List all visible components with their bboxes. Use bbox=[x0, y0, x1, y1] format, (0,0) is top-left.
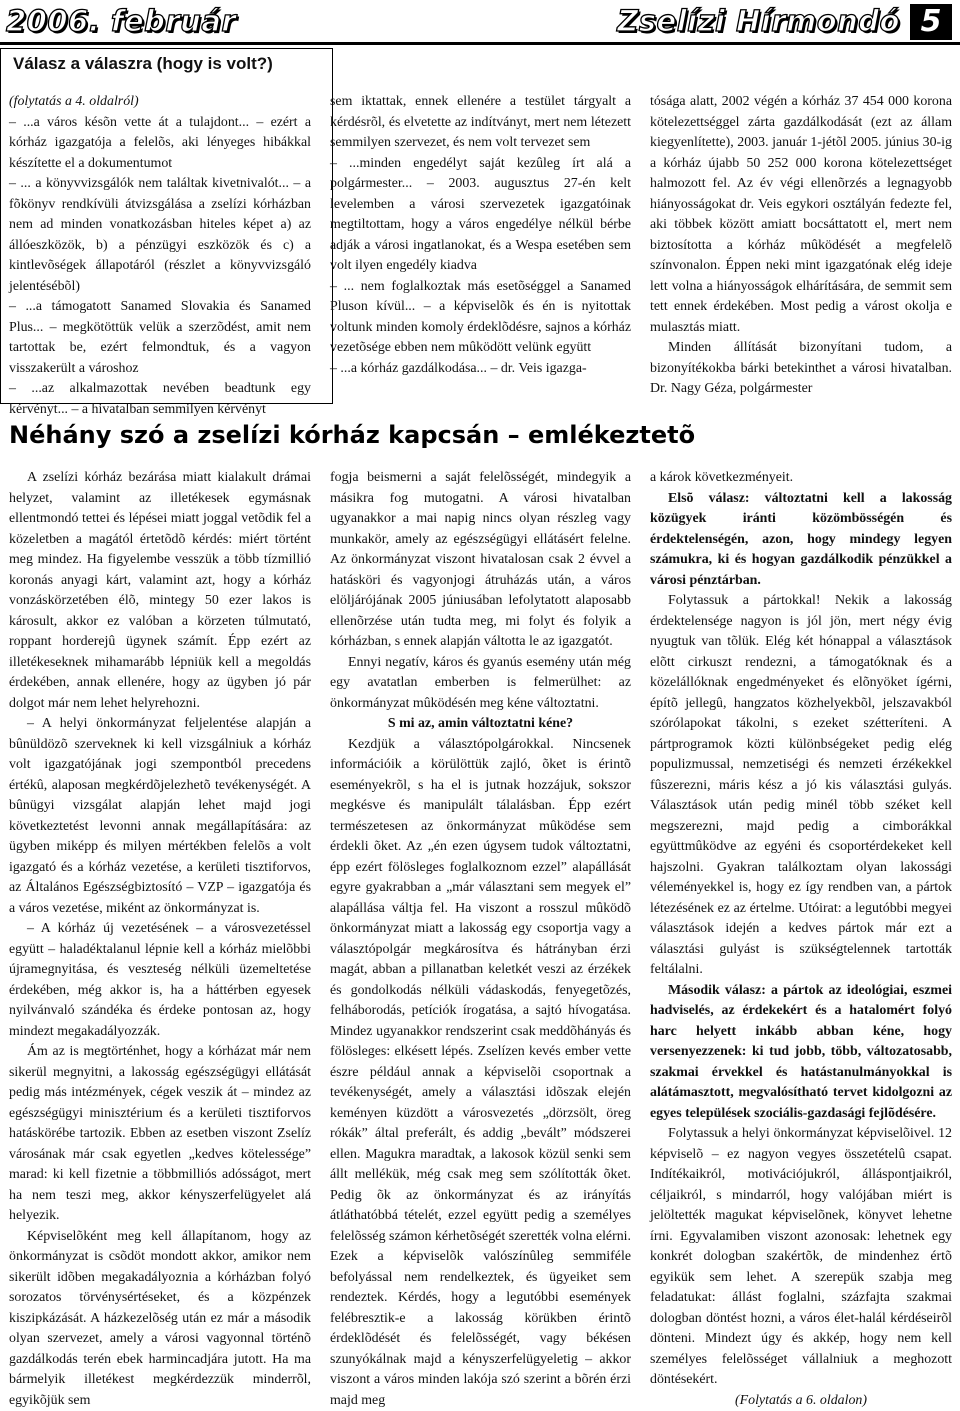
paragraph: – ... nem foglalkoztak más esetõséggel a Sanamed Pluson kívül... – a képviselõk és én is nyitottak voltunk minden komoly érdeklõdésre, sajnos a kórház vezetõsége ebben nem mûködött velünk együtt bbox=[330, 277, 631, 359]
header-rule bbox=[0, 42, 960, 45]
paragraph: – ... a könyvvizsgálók nem találtak kivetnivalót... – a fõkönyv rendkívüli átvizsgálása a zselízi kórházban nem ad minden vonatkozásban hiteles képet a) az állóeszközök, b) a pénzügyi eszközök és c) a kintlevõségek állapotáról (részlet a könyvvizsgáló jelentésébõl) bbox=[9, 174, 311, 297]
paragraph: Elsõ válasz: változtatni kell a lakosság közügyek iránti közömbösségén és érdektelenségén, azon, hogy mindegy legyen számukra, ki és hogyan gazdálkodik pénzükkel a városi pénztárban. bbox=[650, 489, 952, 592]
paragraph: a károk következményeit. bbox=[650, 468, 952, 489]
paragraph: – ...a támogatott Sanamed Slovakia és Sanamed Plus... – megkötöttük velük a szerzõdést, amit nem tartottak be, ezért felmondtuk, és a vagyon visszakerült a városhoz bbox=[9, 297, 311, 379]
paragraph: – ...minden engedélyt saját kezûleg írt alá a polgármester... – 2003. augusztus 27-én kelt levelemben a városi szervezetek igazgatóinak megtiltottam, hogy a város engedélye nélkül bérbe adják a városi ingatlanokat, és a Wespa esetében sem volt ilyen engedély kiadva bbox=[330, 154, 631, 277]
page-number: 5 bbox=[910, 4, 952, 40]
article1-column-2 bbox=[330, 92, 631, 379]
paragraph: Minden állítását bizonyítani tudom, a bizonyítékokba bárki betekinthet a városi hivatalban. Dr. Nagy Géza, polgármester bbox=[650, 338, 952, 400]
paragraph: (folytatás a 4. oldalról) bbox=[9, 92, 311, 113]
paragraph: Folytassuk a helyi önkormányzat képviselõivel. 12 képviselõ – ez nagyon vegyes összetételû csapat. Indítékaikról, motivációjukról, álláspontjaikról, céljaikról, s mindarról, hogy valójában miért is jelöltették magukat képviselõnek, könyvet lehetne írni. Egyvalamiben viszont azonosak: lehetnek egy konkrét dologban szakértõk, de mindenhez értõ egyikük sem lehet. A szerepük szabja meg feladatukat: állást foglalni, százfajta szakmai dologban döntést hozni, a város élet-halál kérdéseirõl dönteni. Mindezt úgy és akkép, hogy nem kell személyes felelõsséget vállalniuk a meghozott döntésekért. bbox=[650, 1124, 952, 1391]
paragraph: A zselízi kórház bezárása miatt kialakult drámai helyzet, valamint az illetékesek egymásnak ellentmondó tettei és lépései miatt joggal vetõdik fel a közeletben a magától értetõdõ kérdés: miért történt meg mindez. Ha figyelembe vesszük a több tízmillió koronás anyagi kárt, valamint azt, hogy a kórház vonzáskörzetében élõ, mintegy 50 ezer lakos is károsult, akkor ez valóban a körzeten túlmutató, roppant horderejû ügynek számít. Épp ezért az illetékeseknek mihamarább lépniük kell a megoldás érdekében, annak ellenére, hogy az ügyben jó pár dolgot már nem lehet helyrehozni. bbox=[9, 468, 311, 714]
article2-column-3 bbox=[650, 468, 952, 1411]
article1-title: Válasz a válaszra (hogy is volt?) bbox=[13, 54, 273, 74]
paragraph: Második válasz: a pártok az ideológiai, eszmei hadviselés, az érdekekért és a hatalomért folyó harc helyett inkább abban kéne, hogy versenyezzenek: ki tud jobb, több, változatosabb, szakmai érvekkel és hatástanulmányokkal is alátámasztott, megvalósítható tervet kidolgozni az egyes települések szociális-gazdasági fejlõdésére. bbox=[650, 981, 952, 1125]
paragraph: Folytassuk a pártokkal! Nekik a lakosság érdektelensége nagyon is jól jön, mert négy évig nyugtuk van tõlük. Elég két hónappal a választások elõtt cirkuszt rendezni, a támogatóknak és a közelállóknak engedményeket és elõnyöket ígérni, építõ jellegû, hangzatos közhelyekbõl, jelszavakból szórólapokat tákolni, s ezeket szétteríteni. A pártprogramok közti különbségeket pedig elég populizmussal, nemzetiségi és nemzeti érzékekkel fûszerezni, máris kész a jó kis választási gulyás. Választások után pedig minél több széket kell megszerezni, majd pedig a cimborákkal együttmûködve az egyéni és csoportérdekeket kell hajszolni. Gyakran találkoztam olyan lakossági véleményekkel is, hogy ez így rendben van, a pártok létezésének ez az értelme. Utóirat: a legutóbbi megyei választások idején a kedves pártok már ezt a választási gulyást is szükségtelennek tartották feltálalni. bbox=[650, 591, 952, 981]
paragraph: fogja beismerni a saját felelõsségét, mindegyik a másikra fog mutogatni. A városi hivatalban ugyanakkor a mai napig nincs olyan részleg vagy munkakör, amely az egészségügyi ellátásért felelne. Az önkormányzat viszont hivatalosan csak 2 évvel a hatásköri és vagyonjogi átruházás után, a város elöljárójának 2005 júniusában lefolytatott alaposabb ellenõrzése után tudta meg, mi folyt és folyik a kórházban, s ennek alapján váltotta le az igazgatót. bbox=[330, 468, 631, 653]
paragraph: – ...a kórház gazdálkodása... – dr. Veis igazga- bbox=[330, 359, 631, 380]
paragraph: Ennyi negatív, káros és gyanús esemény után még egy avatatlan emberben is felmerülhet: az önkormányzat mûködésén meg kéne változtatni. bbox=[330, 653, 631, 715]
newspaper-title: Zselízi Hírmondó bbox=[617, 4, 900, 38]
paragraph: – ...az alkalmazottak nevében beadtunk egy kérvényt... – a hivatalban semmilyen kérvényt bbox=[9, 379, 311, 420]
article1-column-1 bbox=[9, 92, 311, 420]
paragraph: tósága alatt, 2002 végén a kórház 37 454 000 korona kötelezettséggel zárta gazdálkodását (ezt az állam kiegyenlítette), 2003. január 1-jétõl 2005. június 30-ig a kórház újabb 50 252 000 korona kötelezettséget halmozott fel. Az év végi ellenõrzés a legnagyobb hiányosságokat dr. Veis egykori osztályán fedezte fel, aki többek között amiatt bocsáttatott el, mert nem biztosította a kórház mûködését a megfelelõ színvonalon. Éppen neki mint igazgatónak elég ideje lett volna a hiányosságok elhárítására, de semmit sem tett ennek érdekében. Most pedig a várost okolja e mulasztás miatt. bbox=[650, 92, 952, 338]
article2-headline: Néhány szó a zselízi kórház kapcsán – emlékeztetõ bbox=[9, 421, 695, 449]
paragraph: S mi az, amin változtatni kéne? bbox=[330, 714, 631, 735]
article2-column-1 bbox=[9, 468, 311, 1411]
paragraph: – ...a város késõn vette át a tulajdont... – ezért a kórház igazgatója a felelõs, aki lényeges hibákkal készítette el a dokumentumot bbox=[9, 113, 311, 175]
article1-column-3 bbox=[650, 92, 952, 400]
article2-column-2 bbox=[330, 468, 631, 1411]
issue-date: 2006. február bbox=[6, 4, 236, 38]
paragraph: sem iktattak, ennek ellenére a testület tárgyalt a kérdésrõl, és elvetette az indítványt, mert nem létezett semmilyen szervezet, és nem volt tervezet sem bbox=[330, 92, 631, 154]
paragraph: Képviselõként meg kell állapítanom, hogy az önkormányzat is csõdöt mondott akkor, amikor nem sikerült idõben megakadályoznia a kórházban folyó sorozatos törvénysértéseket, és a közpénzek kiszipkázását. A házkezelõség után ez már a második olyan szervezet, amely a városi vagyonnal történõ gazdálkodás terén ebek harmincadjára jutott. Ha ma bármelyik illetékest megkérdezzük minderrõl, egyikõjük sem bbox=[9, 1227, 311, 1411]
paragraph: Kezdjük a választópolgárokkal. Nincsenek információik a körülöttük zajló, õket is érintõ eseményekrõl, s ha el is jutnak hozzájuk, sokszor megkésve és manipulált tálalásban. Épp ezért természetesen az önkormányzat mûködése sem érdekli õket. Az „én ezen úgysem tudok változtatni, épp ezért fölösleges foglalkoznom ezzel” alapállását egyre gyakrabban a „már választani sem megyek el” alapállása váltja fel. Ha viszont a rosszul mûködõ önkormányzat miatt a lakosság egy csoportja vagy a választópolgár megkárosítva és hátrányban érzi magát, abban a pillanatban keletkét veszi az érzékek és gondolkodás nélküli vádaskodás, fenyegetõzés, felháborodás, petíciók írogatása, a sajtó hívogatása. Mindez ugyanakkor rendszerint csak meddõhányás és fölösleges: elkésett lépés. Zselízen kevés ember vette észre például annak a képviselõi csoportnak a tevékenységét, amely a választási idõszak elején keményen küzdött a városvezetés „dörzsölt, öreg rókák” által preferált, és addig „bevált” módszerei ellen. Magukra maradtak, a lakosok közül senki sem állt mellékük, még csak meg sem szólították õket. Pedig õk az önkormányzat és az irányítás átláthatóbbá tételét, ezzel együtt pedig a személyes felelõsség számon kérhetõségét szerették volna elérni. Ezek a képviselõk valószínûleg semmiféle befolyással nem rendelkeztek, és ügyeiket sem rendeztek. Kérdés, hogy a legutóbbi események felébresztik-e a lakosság körükben érintõ érdeklõdését és felelõsségét, vagy békésen szunyókálnak majd a kényszerfelügyeletig – akkor viszont a város minden lakója szó szerint a bõrén érzi majd meg bbox=[330, 735, 631, 1411]
paragraph: – A helyi önkormányzat feljelentése alapján a bûnüldözõ szerveknek ki kell vizsgálniuk a kórház volt igazgatójának jogi szempontból precedens értékû, alaposan megkérdõjelezhetõ tevékenységét. A bûnügyi vizsgálat alapján lehet majd jogi következtetést levonni annak megállapítására: az ügyben miképp és milyen mértékben felelõs a volt igazgató és a kórház vezetése, a kerületi tisztiforvos, az Általános Egészségbiztosító – VZP – igazgatója és a város vezetése, miként az önkormányzat is. bbox=[9, 714, 311, 919]
paragraph: (Folytatás a 6. oldalon) bbox=[650, 1391, 952, 1411]
paragraph: Ám az is megtörténhet, hogy a kórházat már nem sikerül megnyitni, a lakosság egészségügyi ellátását pedig más intézmények, cégek veszik át – mindez az egészségügyi minisztérium és a kerületi tisztiforvos hatáskörébe tartozik. Ebben az esetben viszont Zselíz városának már csak egyetlen „kedves kötelessége” marad: ki kell fizetnie a többmilliós adósságot, mert ha nem teszi meg, akkor kényszerfelügyelet alá helyezik. bbox=[9, 1042, 311, 1227]
paragraph: – A kórház új vezetésének – a városvezetéssel együtt – haladéktalanul lépnie kell a kórház mielõbbi újramegnyitása, és veszteség nélküli üzemeltetése érdekében, még akkor is, ha a háttérben egyesek nyilvánvaló szándéka és érdeke pontosan az, hogy mindezt megakadályozzák. bbox=[9, 919, 311, 1042]
